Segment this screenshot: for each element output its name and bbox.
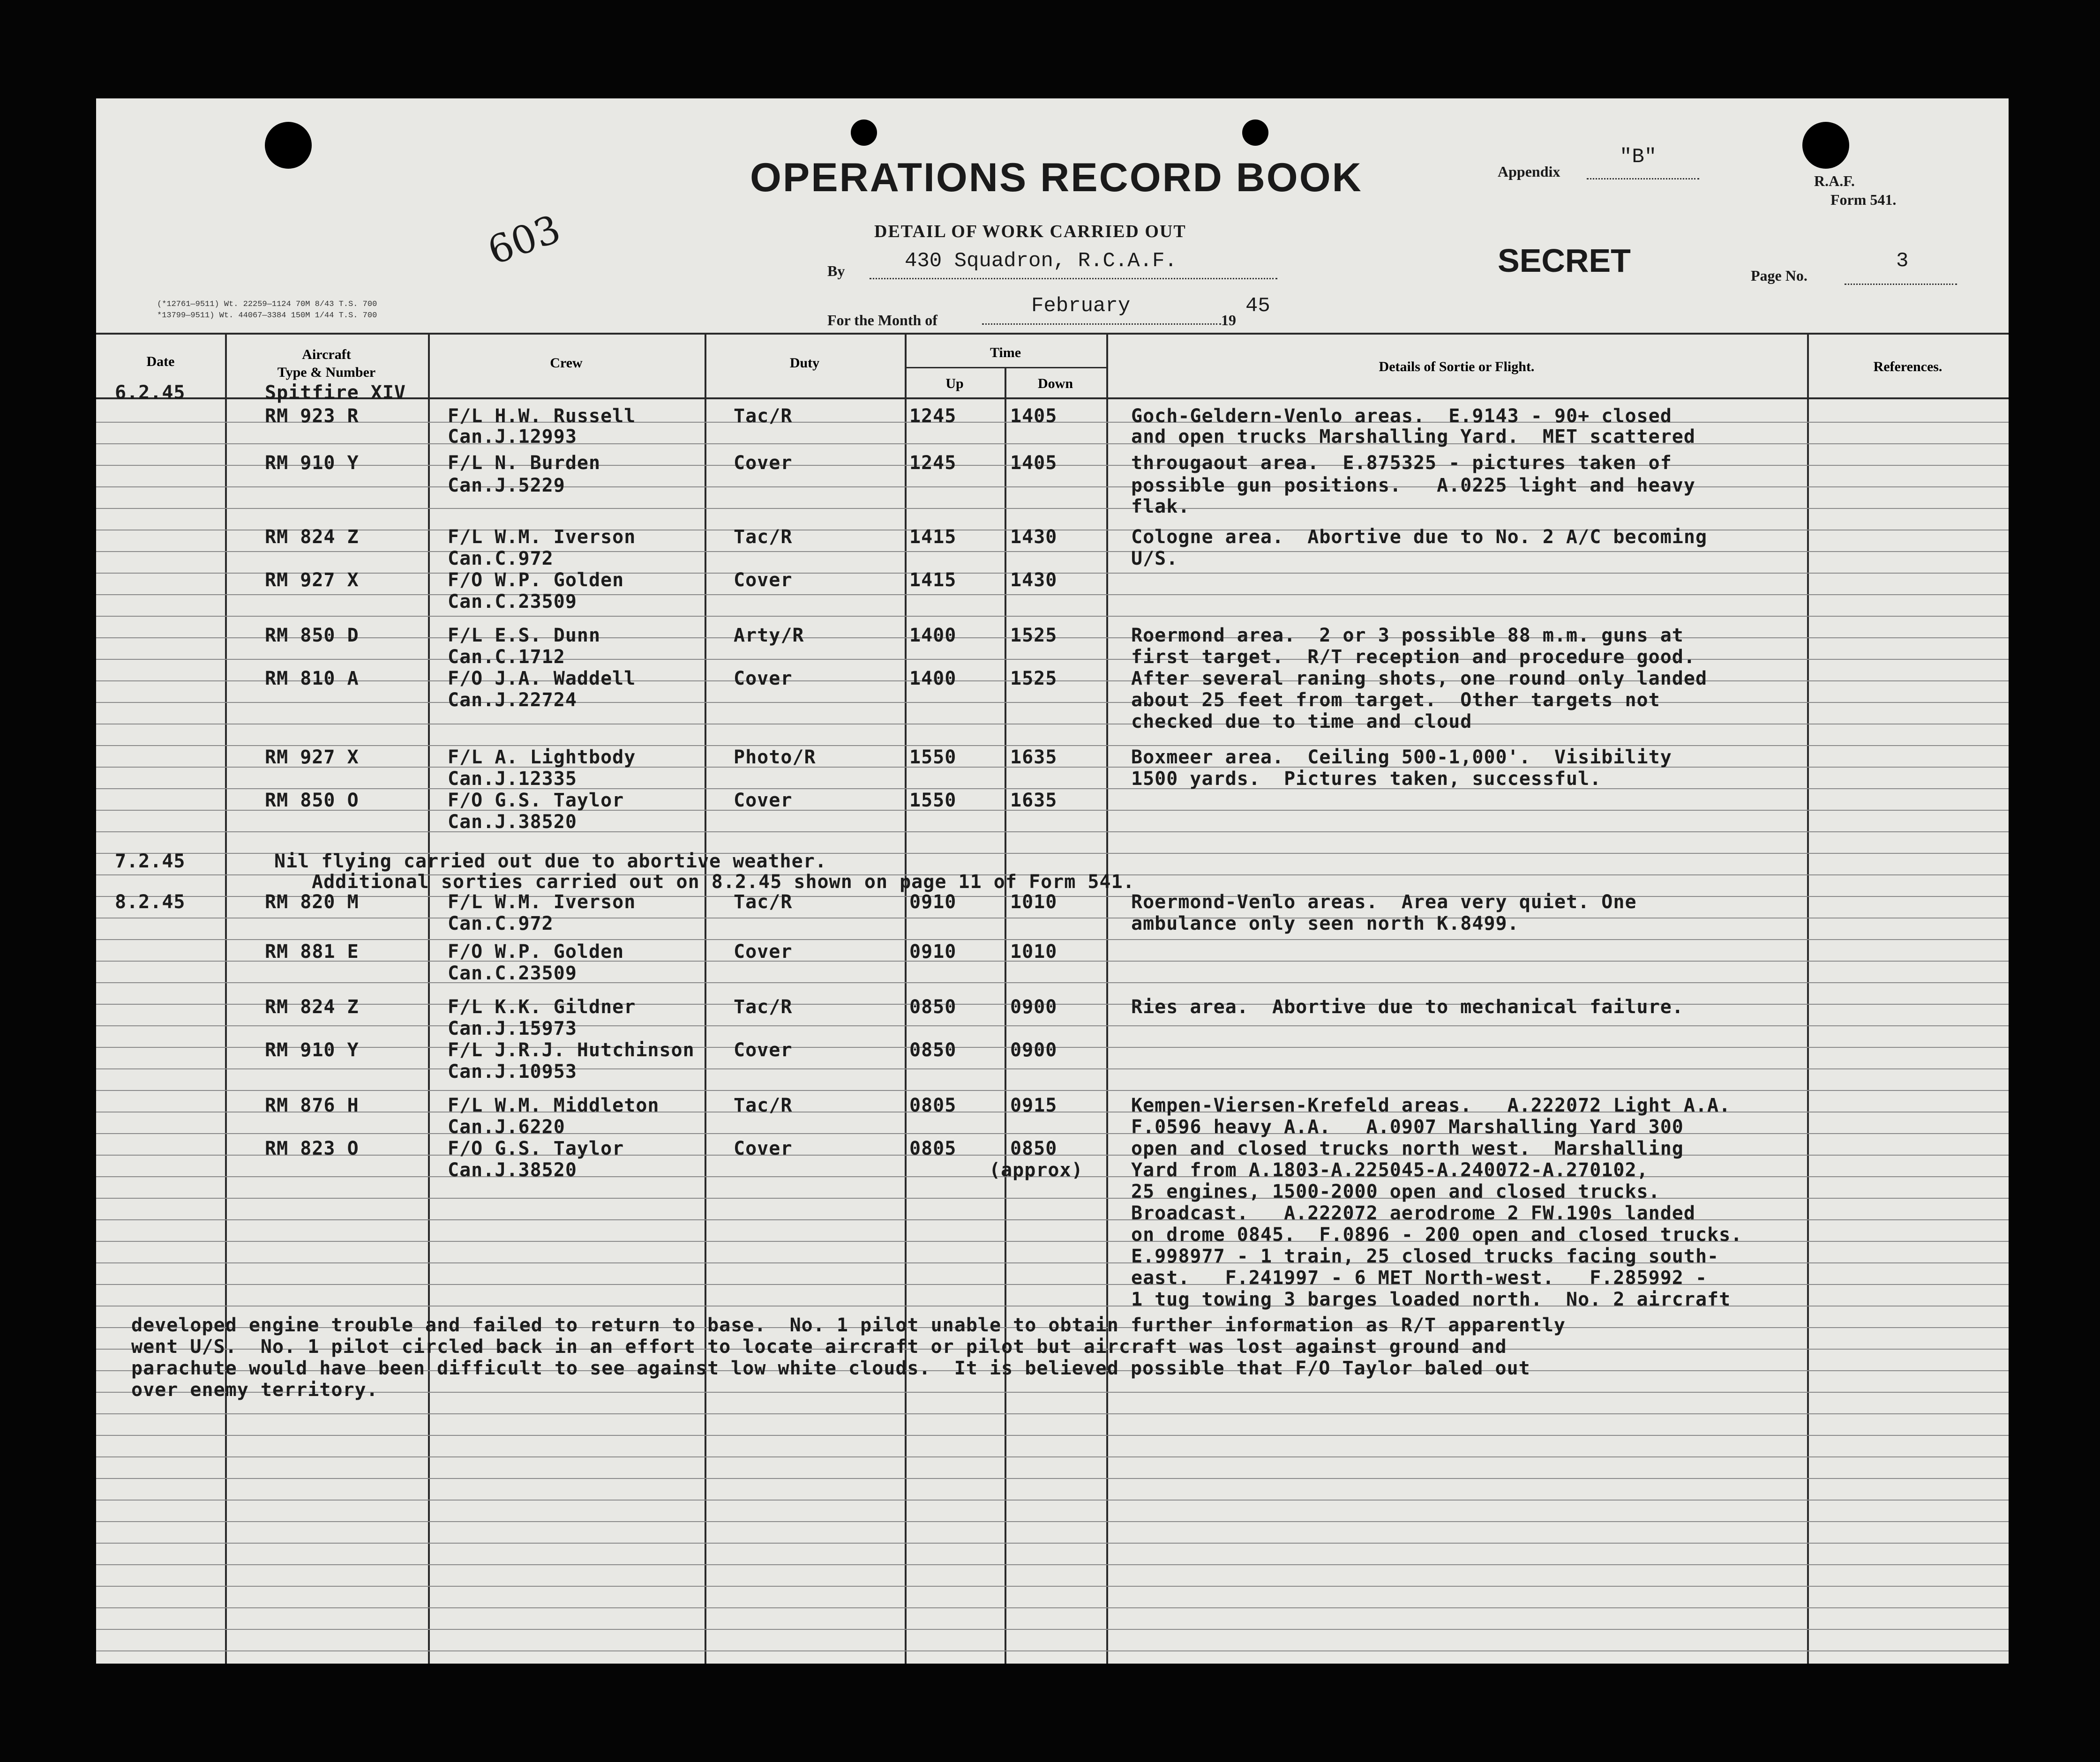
entry-crew: F/L W.M. Iverson (448, 891, 636, 913)
entry-crew: F/O G.S. Taylor (448, 1138, 624, 1159)
ruled-line (96, 745, 2009, 746)
entry-aircraft: Spitfire XIV (265, 382, 406, 403)
entry-up: 1245 (909, 452, 957, 474)
entry-down: 1525 (1010, 625, 1058, 646)
entry-details: flak. (1131, 496, 1190, 517)
ruled-line (96, 1543, 2009, 1544)
footer-line: went U/S. No. 1 pilot circled back in an effort to locate aircraft or pilot but aircraft was lost against ground and (131, 1336, 1507, 1358)
entry-crew: F/L K.K. Gildner (448, 996, 636, 1018)
ruled-line (96, 1629, 2009, 1630)
ruled-line (96, 659, 2009, 660)
col-references: References. (1873, 359, 1942, 374)
entry-crew: Can.J.5229 (448, 475, 565, 496)
secret-stamp: SECRET (1498, 242, 1631, 279)
entry-crew: Can.J.38520 (448, 1159, 577, 1181)
entry-details: Roermond-Venlo areas. Area very quiet. One (1131, 891, 1637, 913)
entry-aircraft: RM 927 X (265, 747, 359, 768)
entry-aircraft: RM 820 M (265, 891, 359, 913)
ruled-line (96, 702, 2009, 703)
entry-details: Cologne area. Abortive due to No. 2 A/C becoming (1131, 526, 1708, 548)
entry-details: Boxmeer area. Ceiling 500-1,000'. Visibility (1131, 747, 1672, 768)
by-label: By (827, 262, 845, 279)
ruled-line (96, 1262, 2009, 1263)
binder-hole-mid-right (1242, 119, 1268, 146)
month-value: February (1031, 294, 1131, 318)
ruled-line (96, 1521, 2009, 1522)
col-up: Up (945, 376, 964, 391)
col-duty: Duty (789, 355, 820, 371)
page-label: Page No. (1751, 267, 1808, 284)
entry-up: 0910 (909, 941, 957, 963)
entry-details: 1500 yards. Pictures taken, successful. (1131, 768, 1602, 790)
entry-details: E.998977 - 1 train, 25 closed trucks facing south- (1131, 1246, 1719, 1267)
col-date: Date (146, 354, 175, 369)
entry-crew: Can.J.22724 (448, 689, 577, 711)
entry-date: 7.2.45 (115, 851, 186, 872)
entry-up: 1415 (909, 569, 957, 591)
entry-crew: Can.C.1712 (448, 646, 565, 668)
ruled-line (96, 1478, 2009, 1479)
entry-up: 0805 (909, 1095, 957, 1116)
entry-aircraft: RM 927 X (265, 569, 359, 591)
col-aircraft-1: Aircraft (302, 347, 351, 362)
entry-crew: Can.J.6220 (448, 1116, 565, 1138)
entry-details: 25 engines, 1500-2000 open and closed trucks. (1131, 1181, 1660, 1202)
entry-down: 1635 (1010, 747, 1058, 768)
ruled-line (96, 1500, 2009, 1501)
ruled-line (96, 1586, 2009, 1587)
entry-duty: Tac/R (734, 526, 793, 548)
binder-hole-right (1802, 122, 1849, 169)
ruled-line (96, 788, 2009, 789)
print-code-1: (*12761—9511) Wt. 22259—1124 70M 8/43 T.S. 700 (157, 300, 377, 309)
entry-duty: Tac/R (734, 891, 793, 913)
entry-crew: Can.J.12335 (448, 768, 577, 790)
ruled-line (96, 1133, 2009, 1134)
ruled-line (96, 486, 2009, 487)
ruled-line (96, 1435, 2009, 1436)
year-suffix: 45 (1245, 294, 1270, 318)
ruled-line (96, 1284, 2009, 1285)
entry-crew: Can.C.972 (448, 913, 554, 934)
entry-crew: Can.J.38520 (448, 811, 577, 833)
ruled-line (96, 1413, 2009, 1414)
entry-down: 1010 (1010, 891, 1058, 913)
entry-duty: Cover (734, 1039, 793, 1061)
entry-down: 0915 (1010, 1095, 1058, 1116)
entry-down: 1430 (1010, 569, 1058, 591)
entry-crew: F/L E.S. Dunn (448, 625, 601, 646)
binder-hole-mid-left (851, 119, 877, 146)
entry-details: and open trucks Marshalling Yard. MET scattered (1131, 426, 1695, 448)
entry-duty: Tac/R (734, 996, 793, 1018)
entry-details: checked due to time and cloud (1131, 711, 1472, 732)
entry-down: 0900 (1010, 1039, 1058, 1061)
entry-duty: Photo/R (734, 747, 816, 768)
entry-crew: F/L A. Lightbody (448, 747, 636, 768)
ruled-line (96, 1219, 2009, 1220)
entry-up: 1245 (909, 405, 957, 427)
entry-details: on drome 0845. F.0896 - 200 open and closed trucks. (1131, 1224, 1743, 1246)
ruled-line (96, 1068, 2009, 1069)
table-top-border (96, 333, 2009, 335)
ruled-line (96, 831, 2009, 832)
form-ref-line2: Form 541. (1830, 191, 1897, 208)
handwritten-note: 603 (482, 207, 567, 274)
entry-up: 1400 (909, 668, 957, 689)
entry-details: about 25 feet from target. Other targets not (1131, 689, 1660, 711)
entry-aircraft: RM 876 H (265, 1095, 359, 1116)
entry-crew: Can.J.15973 (448, 1018, 577, 1039)
entry-crew: F/L W.M. Iverson (448, 526, 636, 548)
entry-duty: Cover (734, 941, 793, 963)
entry-down: 1405 (1010, 405, 1058, 427)
entry-crew: F/O J.A. Waddell (448, 668, 636, 689)
entry-details: open and closed trucks north west. Marshalling (1131, 1138, 1684, 1159)
entry-duty: Cover (734, 668, 793, 689)
entry-note: Additional sorties carried out on 8.2.45 shown on page 11 of Form 541. (312, 871, 1135, 893)
entry-aircraft: RM 850 O (265, 790, 359, 811)
entry-down: 1525 (1010, 668, 1058, 689)
entry-crew: F/O W.P. Golden (448, 569, 624, 591)
entry-duty: Cover (734, 452, 793, 474)
entry-details: After several raning shots, one round only landed (1131, 668, 1708, 689)
ruled-line (96, 1392, 2009, 1393)
entry-up: 0910 (909, 891, 957, 913)
entry-crew: Can.C.972 (448, 548, 554, 569)
year-prefix: 19 (1221, 312, 1236, 329)
subtitle: DETAIL OF WORK CARRIED OUT (874, 222, 1186, 241)
entry-details: Broadcast. A.222072 aerodrome 2 FW.190s landed (1131, 1202, 1695, 1224)
ruled-line (96, 1650, 2009, 1651)
ruled-line (96, 1090, 2009, 1091)
ruled-line (96, 551, 2009, 552)
entry-details: 1 tug towing 3 barges loaded north. No. 2 aircraft (1131, 1289, 1731, 1310)
entry-note: Nil flying carried out due to abortive weather. (274, 851, 827, 872)
ruled-line (96, 1564, 2009, 1565)
entry-details: ambulance only seen north K.8499. (1131, 913, 1519, 934)
form-sheet (96, 98, 2009, 1664)
entry-down: 1430 (1010, 526, 1058, 548)
entry-aircraft: RM 923 R (265, 405, 359, 427)
entry-aircraft: RM 823 O (265, 1138, 359, 1159)
entry-details: U/S. (1131, 548, 1178, 569)
entry-down: 1010 (1010, 941, 1058, 963)
col-aircraft-2: Type & Number (277, 365, 376, 380)
entry-details: possible gun positions. A.0225 light and heavy (1131, 475, 1695, 496)
binder-hole-left (265, 122, 312, 169)
entry-details: Yard from A.1803-A.225045-A.240072-A.270102, (1131, 1159, 1649, 1181)
entry-down: 0850 (1010, 1138, 1058, 1159)
ruled-line (96, 594, 2009, 595)
appendix-value: "B" (1620, 145, 1657, 169)
entry-crew: F/L J.R.J. Hutchinson (448, 1039, 695, 1061)
month-label: For the Month of (827, 312, 938, 329)
entry-aircraft: RM 824 Z (265, 526, 359, 548)
entry-duty: Tac/R (734, 1095, 793, 1116)
entry-details: Roermond area. 2 or 3 possible 88 m.m. guns at (1131, 625, 1684, 646)
page-title: OPERATIONS RECORD BOOK (750, 155, 1363, 200)
footer-line: over enemy territory. (131, 1379, 378, 1401)
entry-down: 1405 (1010, 452, 1058, 474)
entry-crew: Can.J.12993 (448, 426, 577, 448)
ruled-line (96, 939, 2009, 940)
col-crew: Crew (550, 355, 583, 371)
entry-up: 0850 (909, 1039, 957, 1061)
entry-crew: F/O W.P. Golden (448, 941, 624, 963)
entry-crew: F/L W.M. Middleton (448, 1095, 660, 1116)
entry-up: 0850 (909, 996, 957, 1018)
entry-down: (approx) (989, 1159, 1083, 1181)
form-ref-line1: R.A.F. (1814, 172, 1855, 189)
entry-crew: F/L N. Burden (448, 452, 601, 474)
entry-crew: Can.C.23509 (448, 963, 577, 984)
entry-up: 0805 (909, 1138, 957, 1159)
entry-duty: Cover (734, 790, 793, 811)
entry-details: Kempen-Viersen-Krefeld areas. A.222072 Light A.A. (1131, 1095, 1731, 1116)
entry-aircraft: RM 810 A (265, 668, 359, 689)
col-details: Details of Sortie or Flight. (1379, 359, 1535, 374)
ruled-line (96, 616, 2009, 617)
entry-details: east. F.241997 - 6 MET North-west. F.285992 - (1131, 1267, 1708, 1289)
entry-details: Ries area. Abortive due to mechanical failure. (1131, 996, 1684, 1018)
ruled-line (96, 1198, 2009, 1199)
entry-up: 1400 (909, 625, 957, 646)
ruled-line (96, 1025, 2009, 1026)
ruled-line (96, 982, 2009, 983)
entry-down: 1635 (1010, 790, 1058, 811)
entry-duty: Arty/R (734, 625, 804, 646)
page-number: 3 (1896, 249, 1909, 273)
entry-aircraft: RM 910 Y (265, 452, 359, 474)
entry-details: Goch-Geldern-Venlo areas. E.9143 - 90+ closed (1131, 405, 1672, 427)
ruled-line (96, 508, 2009, 509)
entry-duty: Tac/R (734, 405, 793, 427)
print-code-2: *13799—9511) Wt. 44067—3384 150M 1/44 T.S. 700 (157, 311, 377, 320)
footer-line: developed engine trouble and failed to return to base. No. 1 pilot unable to obtain further information as R/T apparently (131, 1314, 1566, 1336)
entry-duty: Cover (734, 569, 793, 591)
entry-down: 0900 (1010, 996, 1058, 1018)
entry-up: 1415 (909, 526, 957, 548)
entry-details: F.0596 heavy A.A. A.0907 Marshalling Yard 300 (1131, 1116, 1684, 1138)
entry-crew: F/L H.W. Russell (448, 405, 636, 427)
entry-details: througaout area. E.875325 - pictures taken of (1131, 452, 1672, 474)
entry-crew: F/O G.S. Taylor (448, 790, 624, 811)
entry-up: 1550 (909, 790, 957, 811)
col-time: Time (990, 345, 1021, 360)
entry-date: 6.2.45 (115, 382, 186, 403)
ruled-line (96, 1607, 2009, 1608)
entry-aircraft: RM 910 Y (265, 1039, 359, 1061)
entry-crew: Can.C.23509 (448, 591, 577, 612)
entry-crew: Can.J.10953 (448, 1061, 577, 1083)
entry-aircraft: RM 850 D (265, 625, 359, 646)
entry-up: 1550 (909, 747, 957, 768)
col-down: Down (1037, 376, 1073, 391)
entry-date: 8.2.45 (115, 891, 186, 913)
entry-duty: Cover (734, 1138, 793, 1159)
appendix-label: Appendix (1498, 163, 1560, 180)
footer-line: parachute would have been difficult to see against low white clouds. It is believed possible that F/O Taylor baled out (131, 1358, 1530, 1379)
entry-details: first target. R/T reception and procedure good. (1131, 646, 1695, 668)
entry-aircraft: RM 881 E (265, 941, 359, 963)
ruled-line (96, 1456, 2009, 1457)
ruled-line (96, 443, 2009, 444)
squadron-value: 430 Squadron, R.C.A.F. (905, 249, 1177, 273)
entry-aircraft: RM 824 Z (265, 996, 359, 1018)
